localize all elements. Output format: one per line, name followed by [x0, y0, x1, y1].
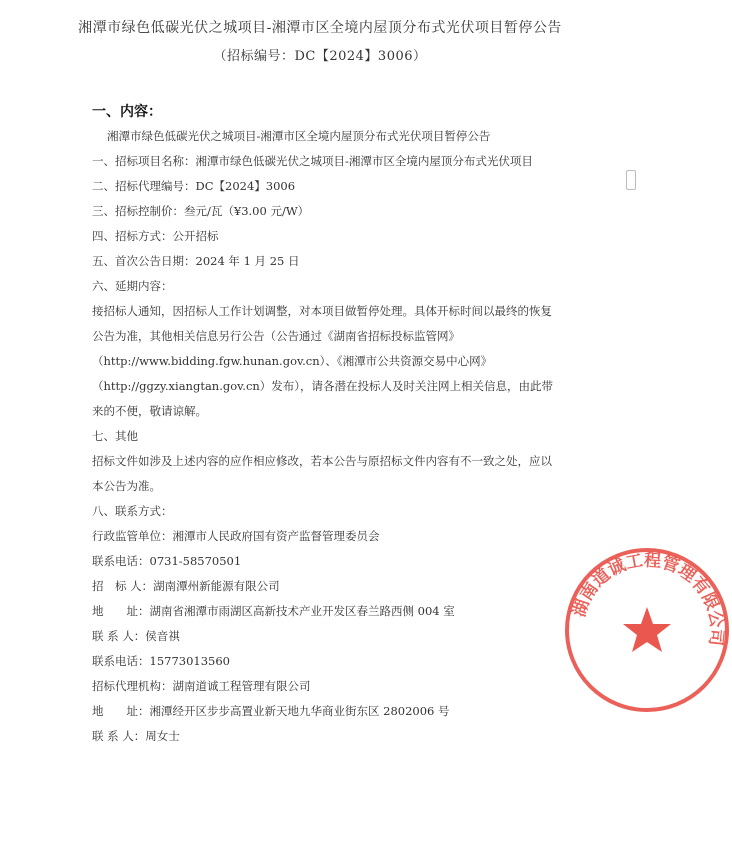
tender-method-line: 四、招标方式：公开招标	[92, 229, 219, 243]
contact-heading: 八、联系方式：	[92, 504, 173, 518]
extension-heading: 六、延期内容：	[92, 279, 173, 293]
agency-contact-line: 联 系 人：周女士	[92, 729, 180, 743]
supervisor-line: 行政监管单位：湘潭市人民政府国有资产监督管理委员会	[92, 529, 380, 543]
other-heading: 七、其他	[92, 429, 138, 443]
notice-title: 湘潭市绿色低碳光伏之城项目-湘潭市区全境内屋顶分布式光伏项目暂停公告	[78, 20, 562, 36]
project-name-line: 一、招标项目名称：湘潭市绿色低碳光伏之城项目-湘潭市区全境内屋顶分布式光伏项目	[92, 154, 533, 168]
extension-text-line-3: （http://www.bidding.fgw.hunan.gov.cn）、《湘潭市公共资源交易中心网》	[92, 354, 493, 368]
intro-line: 湘潭市绿色低碳光伏之城项目-湘潭市区全境内屋顶分布式光伏项目暂停公告	[107, 129, 491, 143]
tenderer-contact-line: 联 系 人：侯音祺	[92, 629, 180, 643]
extension-text-line-5: 来的不便，敬请谅解。	[92, 404, 207, 418]
tenderer-phone-line: 联系电话：15773013560	[92, 654, 230, 668]
agency-line: 招标代理机构：湖南道诚工程管理有限公司	[92, 679, 311, 693]
other-text-line-2: 本公告为准。	[92, 479, 161, 493]
supervisor-phone-line: 联系电话：0731-58570501	[92, 554, 242, 568]
extension-text-line-4: （http://ggzy.xiangtan.gov.cn）发布），请各潜在投标人及时关注网上相关信息，由此带	[92, 379, 554, 393]
extension-text-line-1: 接招标人通知，因招标人工作计划调整，对本项目做暂停处理。具体开标时间以最终的恢复	[92, 304, 552, 318]
page-edge-mark	[626, 170, 636, 190]
extension-text-line-2: 公告为准，其他相关信息另行公告（公告通过《湖南省招标投标监管网》	[92, 329, 460, 343]
tenderer-address-line: 地 址：湖南省湘潭市雨湖区高新技术产业开发区春兰路西侧 004 室	[92, 604, 455, 618]
other-text-line-1: 招标文件如涉及上述内容的应作相应修改，若本公告与原招标文件内容有不一致之处，应以	[92, 454, 552, 468]
section-heading: 一、内容：	[92, 104, 162, 120]
company-seal-icon	[562, 545, 732, 715]
tender-number: （招标编号：DC【2024】3006）	[213, 49, 427, 64]
agency-address-line: 地 址：湘潭经开区步步高置业新天地九华商业街东区 2802006 号	[92, 704, 450, 718]
control-price-line: 三、招标控制价：叁元/瓦（¥3.00 元/W）	[92, 204, 310, 218]
tenderer-line: 招 标 人：湖南潭州新能源有限公司	[92, 579, 280, 593]
agency-number-line: 二、招标代理编号：DC【2024】3006	[92, 179, 296, 193]
first-notice-date-line: 五、首次公告日期：2024 年 1 月 25 日	[92, 254, 300, 268]
svg-text:湖南道诚工程管理有限公司: 湖南道诚工程管理有限公司	[569, 550, 727, 647]
